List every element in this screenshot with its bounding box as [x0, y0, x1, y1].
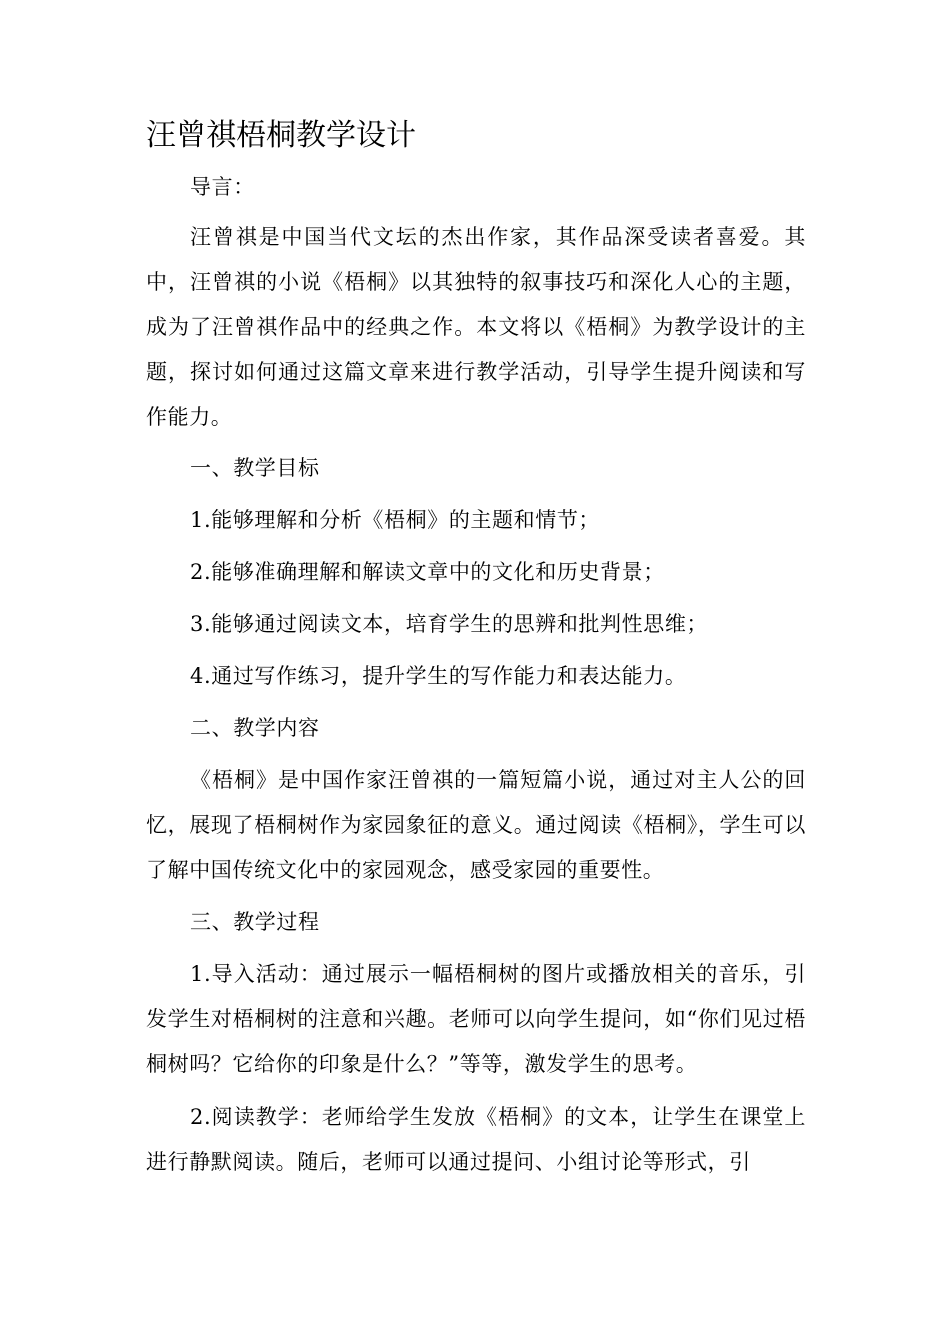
intro-heading: 导言：	[190, 175, 255, 199]
content-paragraph: 《梧桐》是中国作家汪曾祺的一篇短篇小说，通过对主人公的回忆，展现了梧桐树作为家园象征的意义。通过阅读《梧桐》，学生可以了解中国传统文化中的家园观念，感受家园的重要性。	[146, 768, 806, 882]
objective-item-2: 2.能够准确理解和解读文章中的文化和历史背景；	[190, 560, 665, 584]
process-item-2: 2.阅读教学：老师给学生发放《梧桐》的文本，让学生在课堂上进行静默阅读。随后，老师可以通过提问、小组讨论等形式，引	[146, 1105, 806, 1174]
intro-paragraph: 汪曾祺是中国当代文坛的杰出作家，其作品深受读者喜爱。其中，汪曾祺的小说《梧桐》以其独特的叙事技巧和深化人心的主题，成为了汪曾祺作品中的经典之作。本文将以《梧桐》为教学设计的主题，探讨如何通过这篇文章来进行教学活动，引导学生提升阅读和写作能力。	[146, 225, 806, 429]
section-heading-objectives: 一、教学目标	[190, 456, 320, 480]
section-heading-content: 二、教学内容	[190, 716, 320, 740]
objective-item-3: 3.能够通过阅读文本，培育学生的思辨和批判性思维；	[190, 612, 709, 636]
objective-item-1: 1.能够理解和分析《梧桐》的主题和情节；	[190, 508, 601, 532]
section-heading-process: 三、教学过程	[190, 910, 320, 934]
objective-item-4: 4.通过写作练习，提升学生的写作能力和表达能力。	[190, 664, 687, 688]
process-item-1: 1.导入活动：通过展示一幅梧桐树的图片或播放相关的音乐，引发学生对梧桐树的注意和兴趣。老师可以向学生提问，如“你们见过梧桐树吗？它给你的印象是什么？”等等，激发学生的思考。	[146, 962, 806, 1076]
document-title: 汪曾祺梧桐教学设计	[146, 118, 416, 153]
